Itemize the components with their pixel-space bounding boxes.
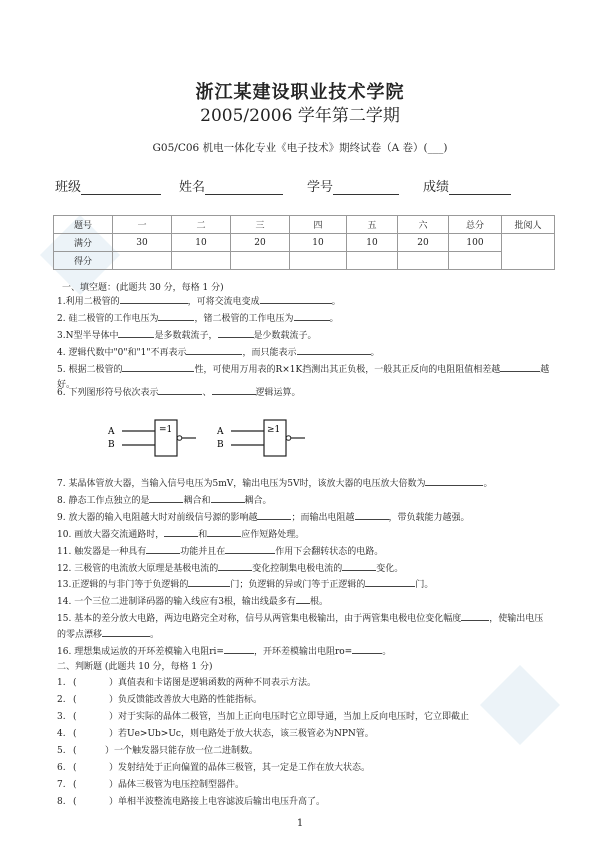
score-label: 得分 — [54, 252, 113, 270]
header-cell: 六 — [398, 216, 449, 234]
exam-title: G05/C06 机电一体化专业《电子技术》期终试卷（A 卷）(___) — [152, 142, 448, 154]
answer-blank[interactable] — [207, 527, 241, 537]
fill-question-1: 1.利用二极管的 ，可将交流电变成 。 — [57, 294, 341, 307]
answer-paren[interactable]: ( — [73, 780, 77, 790]
header-cell: 题号 — [54, 216, 113, 234]
class-label: 班级 — [55, 180, 82, 195]
full-marks-cell: 100 — [449, 234, 502, 252]
answer-blank[interactable] — [164, 527, 198, 537]
answer-paren[interactable]: ( — [73, 729, 77, 739]
fill-question-15-continuation: 的零点漂移 。 — [57, 627, 159, 640]
answer-blank[interactable] — [102, 627, 150, 637]
score-table — [53, 215, 555, 270]
fill-question-2: 2. 硅二极管的工作电压为 ，锗二极管的工作电压为 。 — [57, 311, 339, 324]
answer-paren[interactable]: ( — [73, 712, 77, 722]
answer-blank[interactable] — [158, 385, 202, 395]
score-cell[interactable] — [398, 252, 449, 270]
fill-question-6: 6. 下列图形符号依次表示 、 逻辑运算。 — [57, 385, 301, 398]
class-blank[interactable] — [81, 180, 161, 195]
judge-question-3: 3. ( ）对于实际的晶体二极管，当加上正向电压时它立即导通，当加上反向电压时，它立即截止 — [57, 712, 470, 722]
full-marks-cell: 20 — [398, 234, 449, 252]
fill-question-16: 16. 理想集成运放的开环差模输入电阻ri= ，开环差模输出电阻ro= 。 — [57, 644, 391, 657]
answer-paren[interactable]: ( — [73, 746, 77, 756]
student-id-blank[interactable] — [333, 180, 399, 195]
score-cell[interactable] — [290, 252, 347, 270]
school-name: 浙江某建设职业技术学院 — [195, 82, 405, 103]
answer-blank[interactable] — [355, 510, 389, 520]
student-id-field[interactable] — [307, 176, 399, 195]
xnor-input-a-label: A — [108, 427, 115, 437]
full-marks-row — [54, 234, 555, 252]
xnor-input-b-label: B — [108, 440, 115, 450]
answer-blank[interactable] — [212, 385, 256, 395]
nor-input-a-label: A — [217, 427, 224, 437]
answer-blank[interactable] — [296, 594, 310, 604]
answer-blank[interactable] — [186, 345, 242, 355]
fill-question-15: 15. 基本的差分放大电路，两边电路完全对称，信号从两管集电极输出，由于两管集电极电位变化幅度 ，使输出电压 — [57, 611, 543, 624]
full-marks-label: 满分 — [54, 234, 113, 252]
header-cell: 四 — [290, 216, 347, 234]
answer-blank[interactable] — [118, 328, 154, 338]
fill-question-3: 3.N型半导体中 是多数载流子， 是少数载流子。 — [57, 328, 317, 341]
judge-question-8: 8. ( ）单相半波整流电路接上电容滤波后输出电压升高了。 — [57, 797, 326, 807]
answer-blank[interactable] — [149, 493, 183, 503]
judge-question-2: 2. ( ）负反馈能改善放大电路的性能指标。 — [57, 695, 263, 705]
answer-blank[interactable] — [188, 577, 230, 587]
answer-blank[interactable] — [158, 311, 194, 321]
answer-blank[interactable] — [224, 644, 254, 654]
fill-question-9: 9. 放大器的输入电阻越大时对前级信号源的影响越 ；而输出电阻越 ，带负载能力越强。 — [57, 510, 470, 523]
fill-question-4: 4. 逻辑代数中"0"和"1"不再表示 ，而只能表示 。 — [57, 345, 380, 358]
answer-blank[interactable] — [218, 328, 254, 338]
score-cell[interactable] — [113, 252, 172, 270]
answer-blank[interactable] — [297, 345, 371, 355]
answer-blank[interactable] — [500, 362, 540, 372]
fill-question-13: 13.正逻辑的与非门等于负逻辑的 门；负逻辑的异或门等于正逻辑的 门。 — [57, 577, 433, 590]
full-marks-cell: 10 — [347, 234, 398, 252]
grade-label: 成绩 — [423, 180, 450, 195]
answer-paren[interactable]: ( — [73, 797, 77, 807]
header-cell: 五 — [347, 216, 398, 234]
full-marks-cell: 20 — [231, 234, 290, 252]
class-field[interactable] — [55, 176, 161, 195]
answer-blank[interactable] — [425, 476, 483, 486]
score-cell[interactable] — [347, 252, 398, 270]
nor-symbol-label: ≥1 — [267, 425, 281, 435]
fill-question-5-continuation: 好。 — [57, 380, 76, 390]
section2-title: 二、判断题 (此题共 10 分，每格 1 分) — [57, 662, 213, 672]
score-cell[interactable] — [231, 252, 290, 270]
section1-title: 一、填空题：(此题共 30 分，每格 1 分) — [62, 283, 224, 293]
answer-blank[interactable] — [146, 544, 180, 554]
answer-blank[interactable] — [352, 644, 382, 654]
header-cell: 三 — [231, 216, 290, 234]
answer-blank[interactable] — [294, 311, 330, 321]
judge-question-4: 4. ( ）若Ue>Ub>Uc，则电路处于放大状态，该三极管必为NPN管。 — [57, 729, 374, 739]
answer-blank[interactable] — [225, 544, 275, 554]
name-field[interactable] — [179, 176, 283, 195]
fill-question-8: 8. 静态工作点独立的是 耦合和 耦合。 — [57, 493, 272, 506]
score-cell[interactable] — [172, 252, 231, 270]
grade-blank[interactable] — [449, 180, 511, 195]
nor-gate-symbol — [216, 420, 305, 456]
xnor-symbol-label: =1 — [159, 425, 173, 435]
name-blank[interactable] — [205, 180, 283, 195]
header-cell: 一 — [113, 216, 172, 234]
judge-question-7: 7. ( ）晶体三极管为电压控制型器件。 — [57, 780, 245, 790]
full-marks-cell: 10 — [172, 234, 231, 252]
judge-question-6: 6. ( ）发射结处于正向偏置的晶体三极管，其一定是工作在放大状态。 — [57, 763, 371, 773]
full-marks-cell: 30 — [113, 234, 172, 252]
answer-blank[interactable] — [120, 294, 188, 304]
fill-question-14: 14. 一个三位二进制译码器的输入线应有3根，输出线最多有 根。 — [57, 594, 328, 607]
term: 2005/2006 学年第二学期 — [200, 106, 400, 126]
answer-paren[interactable]: ( — [73, 695, 77, 705]
student-id-label: 学号 — [307, 180, 334, 195]
answer-paren[interactable]: ( — [73, 678, 77, 688]
header-cell: 二 — [172, 216, 231, 234]
fill-question-12: 12. 三极管的电流放大原理是基极电流的 变化控制集电极电流的 变化。 — [57, 561, 403, 574]
name-label: 姓名 — [179, 180, 206, 195]
score-table-header-row — [54, 216, 555, 234]
answer-blank[interactable] — [211, 493, 245, 503]
fill-question-5: 5. 根据二极管的 性，可使用万用表的R×1K挡测出其正负极，一般其正反向的电阻阻值相差越 越 — [57, 362, 549, 375]
student-info-line — [55, 176, 529, 195]
judge-question-5: 5. ( ）一个触发器只能存放一位二进制数。 — [57, 746, 259, 756]
header-cell: 总分 — [449, 216, 502, 234]
answer-blank[interactable] — [218, 561, 252, 571]
grade-field[interactable] — [423, 176, 511, 195]
answer-blank[interactable] — [365, 577, 415, 587]
score-cell[interactable] — [449, 252, 502, 270]
answer-paren[interactable]: ( — [73, 763, 77, 773]
watermark-snowflake-right — [480, 665, 560, 745]
header-cell: 批阅人 — [502, 216, 555, 234]
nor-input-b-label: B — [217, 440, 224, 450]
fill-question-10: 10. 画放大器交流通路时， 和 应作短路处理。 — [57, 527, 304, 540]
answer-blank[interactable] — [461, 611, 489, 621]
grader-cell[interactable] — [502, 234, 555, 270]
answer-blank[interactable] — [257, 510, 291, 520]
page-number: 1 — [296, 818, 304, 829]
score-row — [54, 252, 555, 270]
logic-gates-figure — [100, 410, 320, 460]
answer-blank[interactable] — [342, 561, 376, 571]
xnor-gate-symbol — [107, 420, 196, 456]
fill-question-11: 11. 触发器是一种具有 功能并且在 作用下会翻转状态的电路。 — [57, 544, 383, 557]
fill-question-7: 7. 某晶体管放大器，当输入信号电压为5mV，输出电压为5V时，该放大器的电压放大倍数为 。 — [57, 476, 492, 489]
answer-blank[interactable] — [260, 294, 332, 304]
answer-blank[interactable] — [122, 362, 194, 372]
full-marks-cell: 10 — [290, 234, 347, 252]
judge-question-1: 1. ( ）真值表和卡诺图是逻辑函数的两种不同表示方法。 — [57, 678, 317, 688]
